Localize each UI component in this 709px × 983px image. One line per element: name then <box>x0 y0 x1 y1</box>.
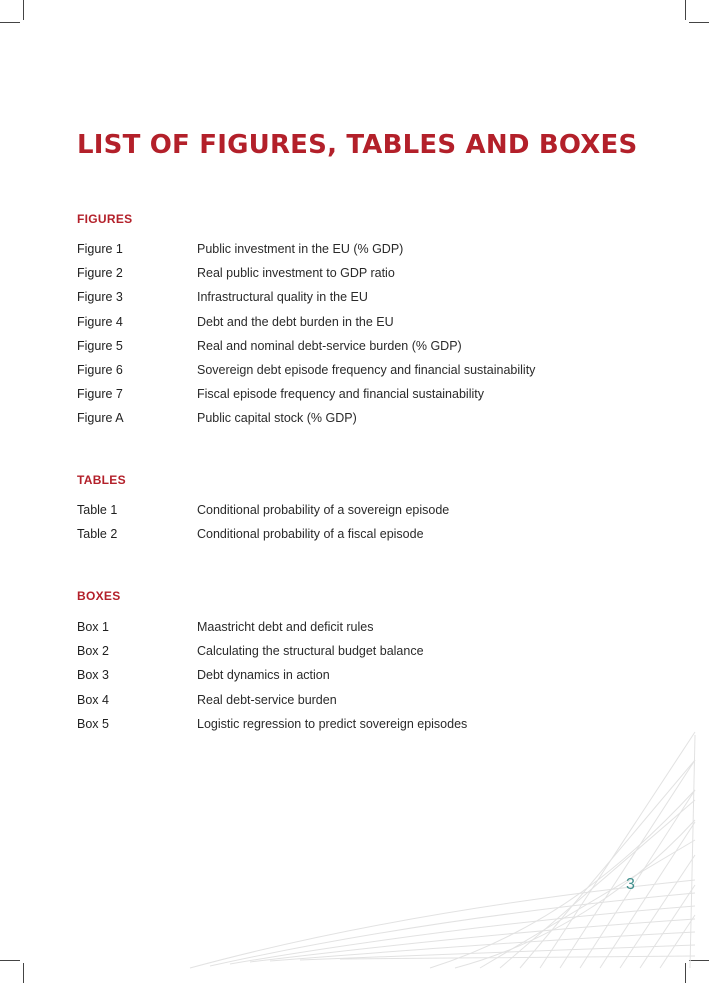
entry-text: Calculating the structural budget balance <box>197 644 424 659</box>
list-item <box>77 339 535 363</box>
list-item <box>77 363 535 387</box>
entry-text: Conditional probability of a sovereign episode <box>197 503 450 517</box>
entry-label: Figure 5 <box>77 338 123 353</box>
entry-text: Debt dynamics in action <box>197 668 330 683</box>
list-item <box>77 644 467 668</box>
boxes-heading: BOXES <box>77 589 121 603</box>
entry-text: Infrastructural quality in the EU <box>197 290 368 305</box>
entry-label: Figure 2 <box>77 266 123 281</box>
tables-list <box>77 503 449 551</box>
list-item <box>77 503 449 527</box>
entry-label: Box 5 <box>77 716 109 731</box>
entry-label: Figure 7 <box>77 387 123 402</box>
entry-label: Figure 3 <box>77 290 123 305</box>
figures-heading: FIGURES <box>77 212 133 226</box>
entry-text: Sovereign debt episode frequency and financial sustainability <box>197 362 536 377</box>
entry-label: Figure 4 <box>77 314 123 329</box>
entry-label: Table 1 <box>77 503 118 517</box>
entry-text: Public investment in the EU (% GDP) <box>197 242 404 256</box>
list-item <box>77 290 535 314</box>
entry-label: Figure 1 <box>77 242 123 256</box>
list-item <box>77 266 535 290</box>
entry-text: Maastricht debt and deficit rules <box>197 620 374 634</box>
entry-text: Logistic regression to predict sovereign episodes <box>197 716 468 731</box>
boxes-list <box>77 620 467 741</box>
entry-text: Debt and the debt burden in the EU <box>197 314 394 329</box>
entry-label: Box 1 <box>77 620 109 634</box>
entry-label: Box 3 <box>77 668 109 683</box>
entry-label: Figure A <box>77 411 124 426</box>
entry-label: Table 2 <box>77 527 118 542</box>
entry-label: Figure 6 <box>77 362 123 377</box>
entry-text: Real debt-service burden <box>197 692 337 707</box>
page-number: 3 <box>626 876 635 893</box>
entry-text: Real public investment to GDP ratio <box>197 266 395 281</box>
figures-list <box>77 242 535 436</box>
entry-text: Fiscal episode frequency and financial sustainability <box>197 387 484 402</box>
list-item <box>77 315 535 339</box>
entry-text: Real and nominal debt-service burden (% GDP) <box>197 338 462 353</box>
list-item <box>77 693 467 717</box>
entry-text: Conditional probability of a fiscal episode <box>197 527 424 542</box>
entry-text: Public capital stock (% GDP) <box>197 411 357 426</box>
list-item <box>77 620 467 644</box>
list-item <box>77 668 467 692</box>
list-item <box>77 717 467 741</box>
entry-label: Box 2 <box>77 644 109 659</box>
entry-label: Box 4 <box>77 692 109 707</box>
list-item <box>77 527 449 551</box>
list-item <box>77 411 535 435</box>
list-item <box>77 387 535 411</box>
page-title: LIST OF FIGURES, TABLES AND BOXES <box>77 130 638 160</box>
list-item <box>77 242 535 266</box>
tables-heading: TABLES <box>77 473 126 487</box>
